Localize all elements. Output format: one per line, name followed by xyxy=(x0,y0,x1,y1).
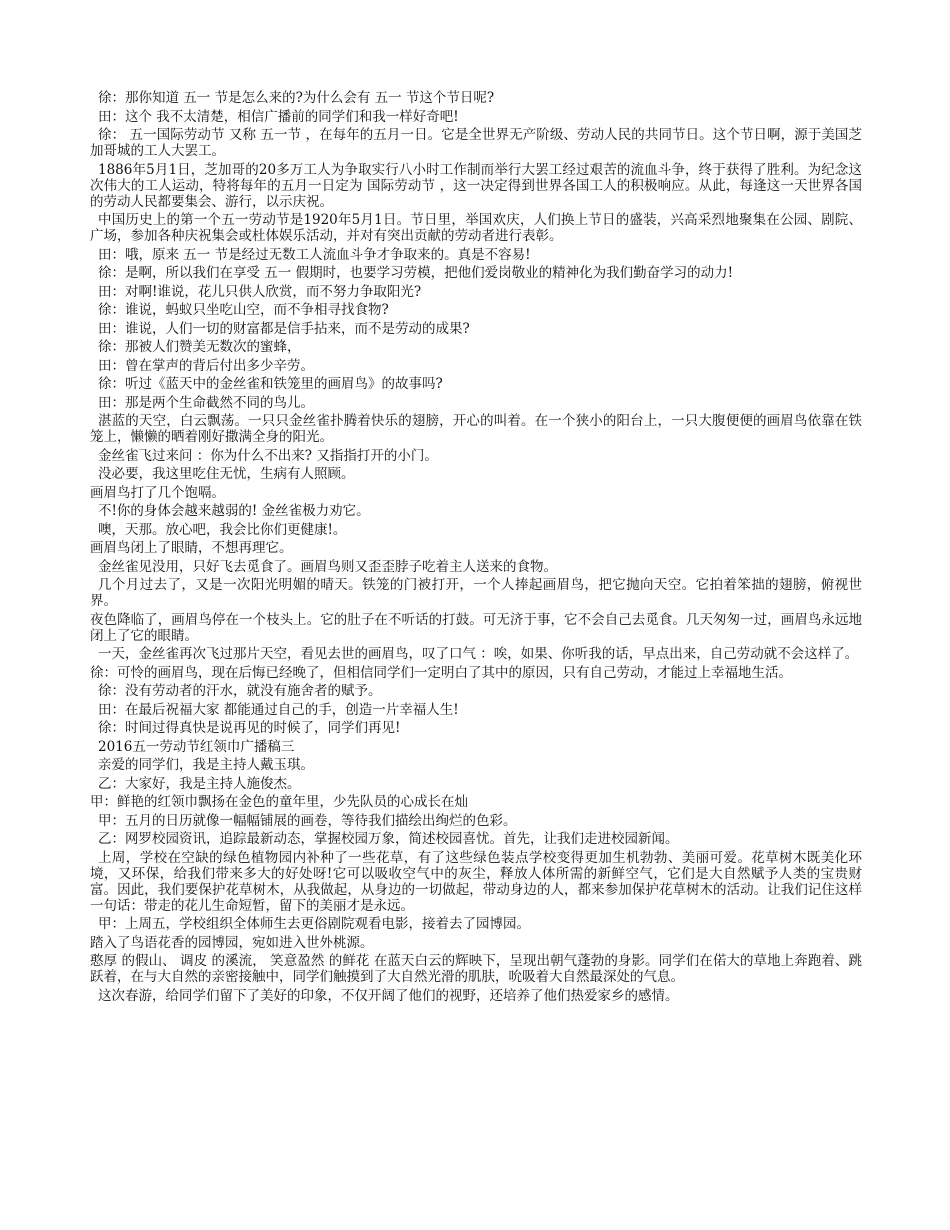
paragraph: 中国历史上的第一个五一劳动节是1920年5月1日。节日里，举国欢庆，人们换上节日的盛装，兴高采烈地聚集在公园、剧院、广场，参加各种庆祝集会或杜体娱乐活动，并对有突出贡献的劳动者进行表彰。 xyxy=(90,212,862,244)
paragraph: 徐：那被人们赞美无数次的蜜蜂， xyxy=(98,339,301,355)
paragraph: 徐： 五一国际劳动节 又称 五一节 ，在每年的五月一日。它是全世界无产阶级、劳动人民的共同节日。这个节日啊，源于美国芝加哥城的工人大罢工。 xyxy=(90,127,862,159)
paragraph: 田：曾在掌声的背后付出多少辛劳。 xyxy=(98,357,314,374)
paragraph: 不!你的身体会越来越弱的! 金丝雀极力劝它。 xyxy=(98,503,370,519)
paragraph: 亲爱的同学们，我是主持人戴玉琪。 xyxy=(98,757,314,773)
paragraph: 甲：鲜艳的红领巾飘扬在金色的童年里，少先队员的心成长在灿 xyxy=(90,794,468,810)
paragraph: 田：谁说，人们一切的财富都是信手拈来，而不是劳动的成果? xyxy=(98,320,470,337)
paragraph: 徐：谁说，蚂蚁只坐吃山空，而不争相寻找食物? xyxy=(98,302,389,318)
paragraph: 憨厚 的假山、 调皮 的溪流， 笑意盈然 的鲜花 在蓝天白云的辉映下，呈现出朝气蓬勃的身影。同学们在偌大的草地上奔跑着、跳跃着，在与大自然的亲密接触中，同学们触摸到了大自然光滑的肌肤，吮吸着大自然最深处的气息。 xyxy=(90,953,862,985)
paragraph: 画眉鸟闭上了眼睛，不想再理它。 xyxy=(90,540,293,556)
paragraph: 噢，天那。放心吧，我会比你们更健康!。 xyxy=(98,521,347,538)
paragraph: 徐：没有劳动者的汗水，就没有施舍者的赋予。 xyxy=(98,683,382,699)
paragraph: 踏入了鸟语花香的园博园，宛如进入世外桃源。 xyxy=(90,934,374,951)
paragraph: 夜色降临了，画眉鸟停在一个枝头上。它的肚子在不听话的打鼓。可无济于事，它不会自己去觅食。几天匆匆一过，画眉鸟永远地闭上了它的眼睛。 xyxy=(90,611,862,644)
paragraph: 田：在最后祝福大家 都能通过自己的手，创造一片幸福人生! xyxy=(98,701,459,718)
paragraph: 金丝雀飞过来问 ：你为什么不出来? 又指指打开的小门。 xyxy=(98,447,438,464)
paragraph: 田：哦，原来 五一 节是经过无数工人流血斗争才争取来的。真是不容易! xyxy=(98,246,531,263)
paragraph: 甲：五月的日历就像一幅幅铺展的画卷，等待我们描绘出绚烂的色彩。 xyxy=(98,812,517,829)
paragraph: 上周，学校在空缺的绿色植物园内补种了一些花草，有了这些绿色装点学校变得更加生机勃勃、美丽可爱。花草树木既美化环境，又环保，给我们带来多大的好处呀!它可以吸收空气中的灰尘，释放人体所需的新鲜空气，它们是大自然赋予人类的宝贵财富。因此，我们要保护花草树木，从我做起，从身边的一切做起，带动身边的人，都来参加保护花草树木的活动。让我们记住这样一句话：带走的花儿生命短暂，留下的美丽才是永远。 xyxy=(90,849,862,914)
paragraph: 乙：大家好，我是主持人施俊杰。 xyxy=(98,775,301,792)
paragraph: 乙：网罗校园资讯，追踪最新动态，掌握校园万象，简述校园喜忧。首先，让我们走进校园新闻。 xyxy=(98,831,679,847)
paragraph: 徐：可怜的画眉鸟，现在后悔已经晚了，但相信同学们一定明白了其中的原因，只有自己劳动，才能过上幸福地生活。 xyxy=(90,664,792,681)
paragraph: 金丝雀见没用，只好飞去觅食了。画眉鸟则又歪歪脖子吃着主人送来的食物。 xyxy=(98,558,557,575)
paragraph: 徐：时间过得真快是说再见的时候了，同学们再见! xyxy=(98,720,401,736)
paragraph: 田：对啊!谁说，花儿只供人欣赏，而不努力争取阳光? xyxy=(98,283,422,300)
paragraph: 湛蓝的天空，白云飘荡。一只只金丝雀扑腾着快乐的翅膀，开心的叫着。在一个狭小的阳台上，一只大腹便便的画眉鸟依靠在铁笼上，懒懒的晒着刚好撒满全身的阳光。 xyxy=(90,413,862,445)
paragraph: 几个月过去了，又是一次阳光明媚的晴天。铁笼的门被打开，一个人捧起画眉鸟，把它抛向天空。它拍着笨拙的翅膀，俯视世界。 xyxy=(90,577,862,609)
document-page xyxy=(90,90,862,1006)
paragraph: 田：这个 我不太清楚，相信广播前的同学们和我一样好奇吧! xyxy=(98,108,459,125)
paragraph: 这次春游，给同学们留下了美好的印象，不仅开阔了他们的视野，还培养了他们热爱家乡的感情。 xyxy=(98,987,679,1004)
paragraph: 没必要，我这里吃住无忧，生病有人照顾。 xyxy=(98,466,355,482)
paragraph: 2016五一劳动节红领巾广播稿三 xyxy=(98,738,295,755)
paragraph: 徐：听过《蓝天中的金丝雀和铁笼里的画眉鸟》的故事吗? xyxy=(98,376,443,392)
paragraph: 徐：那你知道 五一 节是怎么来的?为什么会有 五一 节这个节日呢? xyxy=(98,90,495,106)
paragraph: 一天，金丝雀再次飞过那片天空，看见去世的画眉鸟，叹了口气 ：唉，如果、你听我的话，早点出来，自己劳动就不会这样了。 xyxy=(98,646,859,662)
paragraph: 徐：是啊，所以我们在享受 五一 假期时，也要学习劳模，把他们爱岗敬业的精神化为我们勤奋学习的动力! xyxy=(98,265,734,281)
paragraph: 甲：上周五，学校组织全体师生去更俗剧院观看电影，接着去了园博园。 xyxy=(98,916,530,932)
paragraph: 画眉鸟打了几个饱嗝。 xyxy=(90,484,225,501)
paragraph: 田：那是两个生命截然不同的鸟儿。 xyxy=(98,394,314,411)
paragraph: 1886年5月1日，芝加哥的20多万工人为争取实行八小时工作制而举行大罢工经过艰苦的流血斗争，终于获得了胜利。为纪念这次伟大的工人运动，特将每年的五月一日定为 国际劳动节 ，这一决定得到世界各国工人的积极响应。从此，每逢这一天世界各国的劳动人民都要集会、游行，以示庆祝。 xyxy=(90,161,862,210)
